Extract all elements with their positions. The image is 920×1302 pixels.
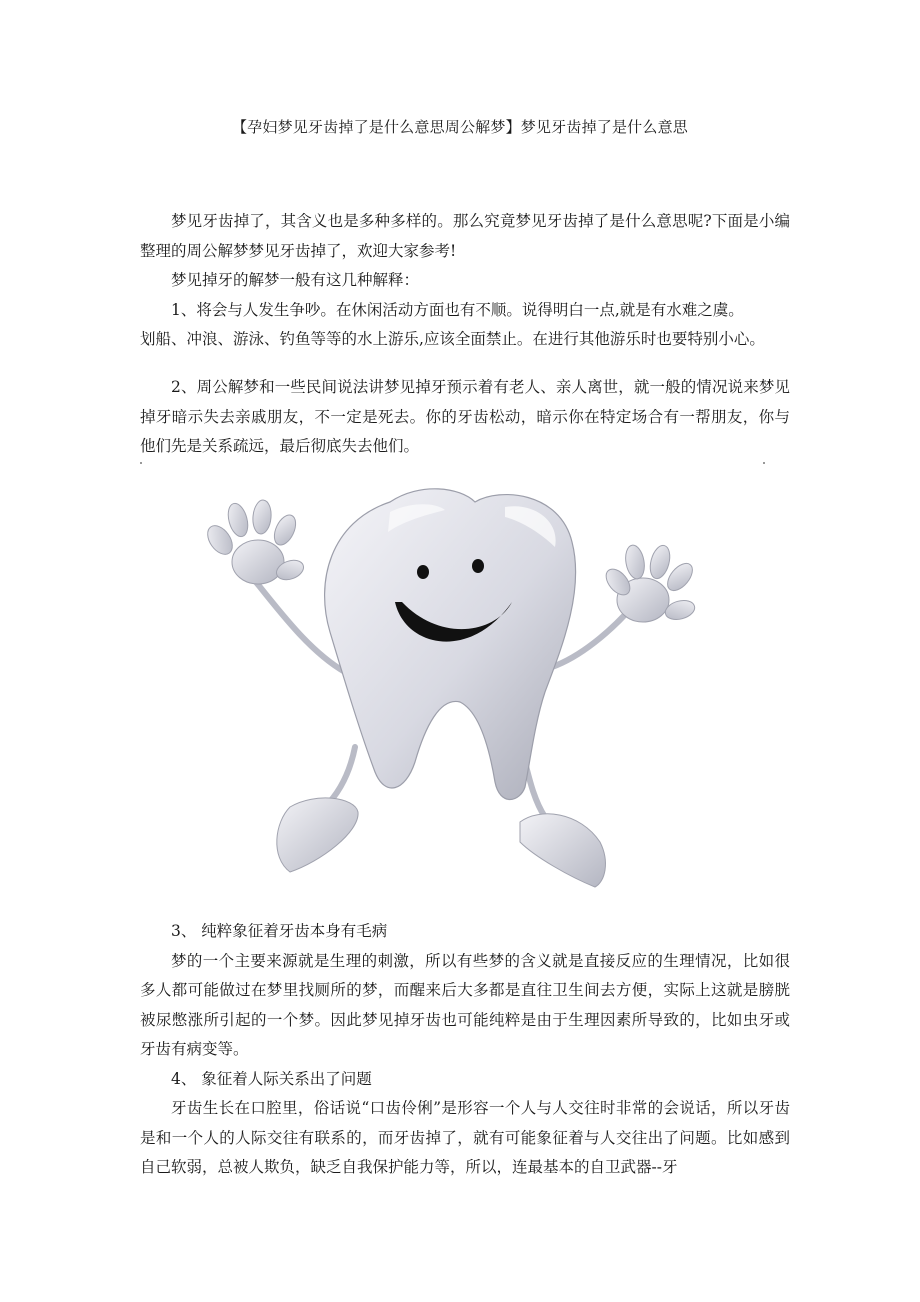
smiling-tooth-icon: [140, 462, 766, 894]
right-foot: [520, 814, 605, 887]
section-3: [140, 917, 790, 1183]
section-3-heading: 3、 纯粹象征着牙齿本身有毛病: [171, 922, 388, 940]
tooth-body: [325, 489, 576, 800]
left-eye: [417, 565, 429, 579]
paragraph-intro: 梦见牙齿掉了，其含义也是多种多样的。那么究竟梦见牙齿掉了是什么意思呢?下面是小编整理的周公解梦梦见牙齿掉了，欢迎大家参考!: [140, 212, 790, 260]
paragraph-item-1-cont: 划船、冲浪、游泳、钓鱼等等的水上游乐,应该全面禁止。在进行其他游乐时也要特别小心。: [140, 330, 765, 348]
right-eye: [472, 559, 484, 573]
paragraph-item-1: 1、将会与人发生争吵。在休闲活动方面也有不顺。说得明白一点,就是有水难之虞。: [171, 300, 744, 319]
item-2-text: [140, 373, 790, 462]
section-4-body: 牙齿生长在口腔里，俗话说“口齿伶俐”是形容一个人与人交往时非常的会说话，所以牙齿是和一个人的人际交往有联系的，而牙齿掉了，就有可能象征着与人交往出了问题。比如感到自己软弱，总被人欺负，缺乏自我保护能力等，所以，连最基本的自卫武器--牙: [140, 1099, 790, 1176]
paragraph-item-2: 2、周公解梦和一些民间说法讲梦见掉牙预示着有老人、亲人离世，就一般的情况说来梦见掉牙暗示失去亲戚朋友，不一定是死去。你的牙齿松动，暗示你在特定场合有一帮朋友，你与他们先是关系疏远，最后彻底失去他们。: [140, 378, 790, 455]
paragraph-explain-lead: 梦见掉牙的解梦一般有这几种解释：: [171, 271, 420, 289]
tooth-illustration: [140, 462, 766, 894]
page-title: 【孕妇梦见牙齿掉了是什么意思周公解梦】梦见牙齿掉了是什么意思: [231, 118, 688, 136]
section-4-heading: 4、 象征着人际关系出了问题: [171, 1069, 372, 1088]
left-hand: [203, 499, 307, 584]
right-hand: [601, 543, 697, 622]
section-3-body: 梦的一个主要来源就是生理的刺激，所以有些梦的含义就是直接反应的生理情况，比如很多人都可能做过在梦里找厕所的梦，而醒来后大多都是直往卫生间去方便，实际上这就是膀胱被尿憋涨所引起的一个梦。因此梦见掉牙齿也可能纯粹是由于生理因素所导致的，比如虫牙或牙齿有病变等。: [140, 951, 790, 1058]
left-foot: [277, 798, 358, 872]
intro-text: [140, 207, 790, 355]
